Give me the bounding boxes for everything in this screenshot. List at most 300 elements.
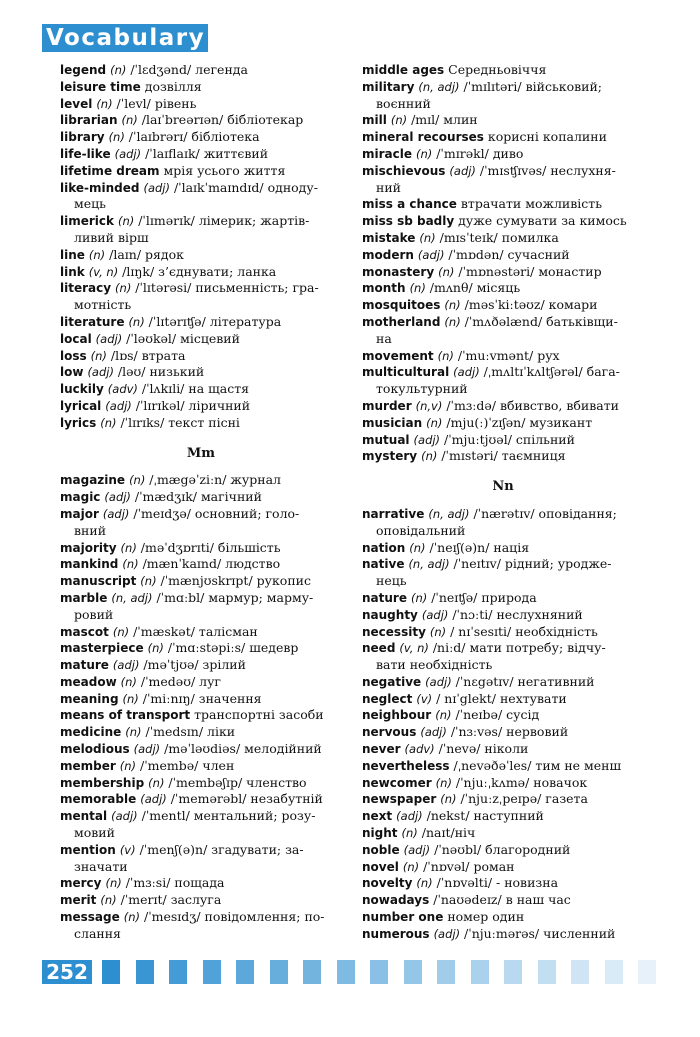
entry-definition: /ˈnɛgətɪv/ негативний [451, 673, 595, 689]
entry-word: multicultural [362, 365, 450, 380]
entry-definition: /ˈmɒdən/ сучасний [444, 246, 570, 262]
entry-continuation: значати [74, 858, 128, 874]
entry-part-of-speech: (n) [429, 624, 447, 639]
vocab-entry [362, 556, 644, 590]
entry-word: low [60, 365, 84, 380]
vocab-entry [60, 909, 342, 943]
entry-definition: /ˈnjuːˌkʌmə/ новачок [451, 774, 588, 790]
entry-continuation: мовий [74, 825, 115, 841]
vocab-entry [362, 825, 644, 842]
entry-definition: /ˈlaɪkˈmaɪndɪd/ одноду- [169, 179, 318, 195]
entry-word: motherland [362, 314, 441, 329]
entry-part-of-speech: (n) [410, 590, 428, 605]
vocab-entry [362, 674, 644, 691]
entry-word: legend [60, 63, 107, 77]
entry-part-of-speech: (n) [120, 674, 137, 689]
vocab-entry [60, 775, 342, 792]
entry-word: lyrics [60, 415, 97, 430]
vocab-entry [362, 79, 644, 113]
vocab-entry [60, 791, 342, 808]
vocab-entry [60, 875, 342, 892]
vocab-entry [362, 926, 644, 943]
entry-part-of-speech: (n) [401, 826, 418, 841]
entry-part-of-speech: (n) [435, 775, 452, 790]
entry-word: miss sb badly [362, 214, 455, 229]
entry-part-of-speech: (adv) [404, 742, 435, 757]
entry-part-of-speech: (n) [115, 281, 132, 296]
entry-part-of-speech: (adj) [114, 146, 142, 161]
vocab-entry [362, 196, 644, 213]
entry-continuation: мець [74, 196, 106, 212]
entry-word: military [362, 79, 415, 94]
page-footer [42, 960, 662, 984]
entry-definition: /ˈnɜːvəs/ нервовий [446, 724, 569, 740]
vocab-entry [362, 758, 644, 775]
entry-word: mistake [362, 230, 416, 245]
right-column [362, 62, 644, 943]
vocab-entry [60, 892, 342, 909]
vocab-entry [362, 163, 644, 197]
entry-part-of-speech: (adj) [133, 742, 161, 757]
vocab-entry [362, 624, 644, 641]
entry-part-of-speech: (n, adj) [111, 590, 153, 605]
entry-word: majority [60, 540, 117, 555]
vocab-entry [362, 775, 644, 792]
vocab-entry [362, 859, 644, 876]
vocab-entry [60, 398, 342, 415]
entry-definition: /ˈnjuːmərəs/ численний [460, 925, 616, 941]
entry-word: next [362, 809, 393, 824]
entry-definition: втрачати можливість [456, 196, 602, 212]
entry-word: nowadays [362, 893, 430, 908]
entry-part-of-speech: (n) [122, 557, 139, 572]
entry-definition: / nɪˈglekt/ нехтувати [432, 690, 567, 706]
entry-definition: /ˈmʌðəlænd/ батьківщи- [460, 313, 618, 329]
decorative-square [404, 960, 422, 984]
entry-part-of-speech: (n) [119, 758, 137, 773]
entry-part-of-speech: (n) [438, 264, 455, 279]
entry-word: local [60, 331, 92, 346]
entry-part-of-speech: (adj) [95, 331, 123, 346]
entry-word: nervous [362, 725, 417, 740]
vocab-entry [362, 506, 644, 540]
entry-definition: /ˌmægəˈziːn/ журнал [145, 472, 281, 488]
entry-word: newcomer [362, 775, 432, 790]
entry-definition: /ˈmɒnəstəri/ монастир [454, 263, 602, 279]
entry-word: masterpiece [60, 641, 144, 656]
entry-word: native [362, 557, 405, 572]
entry-word: memorable [60, 792, 137, 807]
vocab-entry [60, 415, 342, 432]
entry-word: leisure time [60, 79, 141, 94]
entry-part-of-speech: (adj) [420, 725, 447, 740]
entry-part-of-speech: (n) [435, 708, 452, 723]
entry-definition: /ˌnevəðəˈles/ тим не менш [449, 757, 622, 773]
entry-continuation: слання [74, 925, 121, 941]
entry-definition: /niːd/ мати потребу; відчу- [428, 640, 606, 656]
entry-word: melodious [60, 742, 130, 757]
vocab-entry [60, 146, 342, 163]
vocab-entry [362, 415, 644, 432]
entry-word: novel [362, 859, 399, 874]
entry-word: mill [362, 113, 387, 128]
entry-definition: /ˈmædʒɪk/ магічний [130, 489, 262, 505]
entry-word: night [362, 826, 398, 841]
entry-word: noble [362, 842, 400, 857]
entry-part-of-speech: (n) [120, 540, 137, 555]
entry-part-of-speech: (n) [88, 247, 106, 262]
entry-word: member [60, 758, 116, 773]
entry-word: mischievous [362, 163, 446, 178]
vocab-entry [60, 314, 342, 331]
vocab-entry [362, 297, 644, 314]
entry-continuation: ний [376, 179, 401, 195]
decorative-square [538, 960, 556, 984]
entry-word: miracle [362, 146, 412, 161]
vocab-entry [362, 707, 644, 724]
decorative-square [471, 960, 489, 984]
entry-definition: /ˈmenʃ(ə)n/ згадувати; за- [135, 841, 304, 857]
entry-part-of-speech: (n) [110, 63, 127, 77]
entry-word: neglect [362, 691, 413, 706]
vocab-entry [60, 264, 342, 281]
entry-definition: мрія усього життя [159, 162, 286, 178]
entry-part-of-speech: (n) [100, 893, 117, 908]
entry-definition: /məˈdʒɒrɪti/ більшість [136, 539, 281, 555]
entry-word: lyrical [60, 398, 102, 413]
vocab-entry [60, 758, 342, 775]
entry-definition: /ˈlɪmərɪk/ лімерик; жартів- [134, 213, 310, 229]
entry-group [60, 472, 342, 942]
vocab-entry [362, 808, 644, 825]
entry-word: like-minded [60, 180, 140, 195]
entry-part-of-speech: (n) [390, 113, 408, 128]
entry-definition: /ˈlɪrɪkəl/ ліричний [131, 397, 251, 413]
vocab-entry [362, 348, 644, 365]
entry-word: literacy [60, 281, 112, 296]
decorative-square [303, 960, 321, 984]
vocab-entry [60, 640, 342, 657]
entry-part-of-speech: (n) [112, 624, 130, 639]
entry-part-of-speech: (n) [117, 214, 135, 229]
entry-definition: /ˈmiːnɪŋ/ значення [138, 690, 262, 706]
entry-word: mascot [60, 624, 109, 639]
entry-word: membership [60, 775, 145, 790]
vocab-entry [60, 808, 342, 842]
entry-definition: /ˈlʌkɪli/ на щастя [137, 381, 250, 397]
entry-word: number one [362, 910, 444, 925]
entry-word: novelty [362, 876, 413, 891]
entry-part-of-speech: (adj) [421, 607, 449, 622]
entry-part-of-speech: (n) [409, 540, 426, 555]
vocab-entry [60, 364, 342, 381]
vocab-entry [362, 791, 644, 808]
entry-definition: транспортні засоби [190, 707, 324, 723]
vocab-entry [362, 741, 644, 758]
vocab-entry [60, 674, 342, 691]
entry-definition: /ˈmedəʊ/ луг [136, 673, 221, 689]
vocab-entry [362, 112, 644, 129]
entry-word: mystery [362, 449, 418, 464]
vocab-entry [60, 280, 342, 314]
vocab-entry [362, 230, 644, 247]
entry-part-of-speech: (n) [426, 415, 443, 430]
decorative-square [236, 960, 254, 984]
left-column [60, 62, 342, 943]
entry-definition: /ˈmentl/ ментальний; розу- [137, 808, 316, 824]
entry-word: mention [60, 842, 116, 857]
entry-definition: /ˈneɪʧə/ природа [427, 589, 537, 605]
vocab-entry [362, 280, 644, 297]
decorative-square [504, 960, 522, 984]
decorative-square [270, 960, 288, 984]
entry-continuation: оповідальний [376, 522, 466, 538]
entry-word: modern [362, 247, 414, 262]
entry-word: naughty [362, 607, 418, 622]
entry-definition: /ˈmɜːdə/ вбивство, вбивати [442, 397, 619, 413]
entry-continuation: вати необхідність [376, 657, 493, 673]
decorative-square [169, 960, 187, 984]
entry-word: negative [362, 674, 422, 689]
entry-word: month [362, 281, 406, 296]
entry-part-of-speech: (adj) [102, 506, 130, 521]
entry-word: librarian [60, 113, 118, 128]
entry-definition: /ˈnaʊədeɪz/ в наш час [429, 892, 571, 908]
entry-definition: /ˌmʌltɪˈkʌltʃərəl/ бага- [479, 364, 620, 380]
vocab-entry [362, 247, 644, 264]
entry-part-of-speech: (n) [421, 449, 438, 464]
vocab-entry [60, 79, 342, 96]
entry-continuation: на [376, 330, 392, 346]
decorative-square [638, 960, 656, 984]
entry-definition: /ˈmjuːtjʊəl/ спільний [440, 431, 575, 447]
vocab-entry [60, 624, 342, 641]
decorative-square [337, 960, 355, 984]
entry-part-of-speech: (v) [416, 691, 433, 706]
vocab-entry [362, 875, 644, 892]
entry-word: mature [60, 658, 109, 673]
vocab-entry [362, 364, 644, 398]
entry-definition: /ˈmedsɪn/ ліки [141, 724, 236, 740]
entry-definition: /ˈnɒvəl/ роман [419, 858, 515, 874]
entry-part-of-speech: (adj) [417, 247, 445, 262]
entry-definition: /ˈlaɪbrərɪ/ бібліотека [124, 129, 260, 145]
entry-definition: /ˈnjuːzˌpeɪpə/ газета [456, 791, 588, 807]
vocab-entry [60, 163, 342, 180]
entry-part-of-speech: (n, adj) [428, 506, 470, 521]
entry-part-of-speech: (n) [444, 314, 461, 329]
entry-group [362, 506, 644, 943]
entry-definition: /məˈtjʊə/ зрілий [139, 657, 246, 673]
entry-word: luckily [60, 382, 104, 397]
entry-definition: /ˈmɑːstəpiːs/ шедевр [163, 640, 299, 656]
entry-continuation: вний [74, 522, 107, 538]
entry-definition: /mju(ː)ˈzɪʃən/ музикант [442, 414, 593, 430]
vocab-entry [60, 741, 342, 758]
vocab-entry [362, 448, 644, 465]
entry-definition: корисні копалини [483, 129, 607, 145]
entry-definition: /ˈnɒvəlti/ - новизна [432, 875, 559, 891]
vocab-entry [362, 213, 644, 230]
entry-part-of-speech: (adj) [413, 432, 441, 447]
entry-word: mutual [362, 432, 410, 447]
entry-part-of-speech: (n) [108, 130, 125, 145]
entry-word: mankind [60, 557, 119, 572]
entry-part-of-speech: (adj) [143, 180, 170, 195]
vocab-entry [362, 314, 644, 348]
entry-part-of-speech: (n) [121, 113, 138, 128]
entry-part-of-speech: (adj) [87, 365, 114, 380]
entry-word: library [60, 130, 105, 145]
vocab-entry [362, 398, 644, 415]
entry-word: loss [60, 348, 87, 363]
vocab-entry [60, 556, 342, 573]
entry-word: medicine [60, 725, 122, 740]
entry-definition: /ˈmuːvmənt/ рух [453, 347, 560, 363]
entry-word: numerous [362, 926, 430, 941]
vocab-entry [60, 590, 342, 624]
vocab-entry [60, 540, 342, 557]
vocab-entry [60, 707, 342, 724]
entry-word: mental [60, 809, 108, 824]
vocab-entry [362, 842, 644, 859]
entry-part-of-speech: (n) [415, 146, 433, 161]
entry-word: lifetime dream [60, 163, 160, 178]
entry-continuation: токультурний [376, 381, 468, 397]
entry-definition: /məˈləʊdiəs/ мелодійний [160, 741, 322, 757]
vocab-entry [362, 724, 644, 741]
entry-word: newspaper [362, 792, 437, 807]
entry-definition: /ˈmemərəbl/ незабутній [166, 791, 323, 807]
entry-word: neighbour [362, 708, 432, 723]
entry-definition: /ˈmɪsʧɪvəs/ неслухня- [475, 162, 616, 178]
entry-part-of-speech: (n) [402, 859, 420, 874]
entry-word: nevertheless [362, 758, 450, 773]
vocab-entry [60, 348, 342, 365]
entry-part-of-speech: (v) [119, 842, 136, 857]
entry-part-of-speech: (n) [409, 281, 426, 296]
entry-continuation: воєнний [376, 95, 431, 111]
entry-definition: /ˈlevl/ рівень [112, 95, 197, 111]
vocab-entry [60, 129, 342, 146]
entry-part-of-speech: (adj) [105, 398, 132, 413]
vocab-entry [362, 264, 644, 281]
entry-part-of-speech: (n) [419, 230, 436, 245]
entry-definition: /ˈnærətɪv/ оповідання; [469, 505, 617, 521]
entry-word: mosquitoes [362, 298, 441, 313]
entry-part-of-speech: (n) [437, 348, 454, 363]
vocab-entry [60, 724, 342, 741]
vocab-entry [60, 112, 342, 129]
entry-word: nation [362, 540, 406, 555]
entry-word: necessity [362, 624, 426, 639]
entry-definition: /ˈneɪbə/ сусід [451, 707, 540, 723]
decorative-square [605, 960, 623, 984]
entry-part-of-speech: (n) [100, 415, 117, 430]
entry-definition: /ˈnəʊbl/ благородний [430, 841, 571, 857]
vocab-entry [362, 590, 644, 607]
entry-part-of-speech: (n) [123, 910, 141, 925]
entry-definition: /ˈmænjʊskrɪpt/ рукопис [156, 573, 311, 589]
entry-definition: /ˈmembə/ член [136, 757, 235, 773]
entry-part-of-speech: (n,v) [415, 398, 443, 413]
vocab-entry [362, 146, 644, 163]
entry-group [362, 62, 644, 465]
decorative-square [437, 960, 455, 984]
section-heading-n: Nn [492, 479, 514, 495]
entry-definition: /ˈmæskət/ талісман [129, 623, 258, 639]
entry-definition: /mɪl/ млин [407, 112, 478, 128]
vocab-entry [60, 842, 342, 876]
entry-part-of-speech: (v, n) [88, 264, 119, 279]
entry-part-of-speech: (adj) [453, 365, 480, 380]
entry-continuation: ровий [74, 606, 114, 622]
entry-definition: /nekst/ наступний [422, 808, 544, 824]
entry-word: link [60, 264, 85, 279]
entry-word: marble [60, 590, 108, 605]
entry-definition: /ˈnevə/ ніколи [434, 741, 529, 757]
entry-part-of-speech: (v, n) [399, 641, 429, 656]
entry-part-of-speech: (adj) [433, 926, 461, 941]
entry-word: merit [60, 893, 97, 908]
vocab-entry [362, 607, 644, 624]
vocab-entry [60, 489, 342, 506]
entry-definition: /ˈlaɪflaɪk/ життєвий [141, 145, 269, 161]
entry-part-of-speech: (adj) [104, 490, 131, 505]
entry-word: means of transport [60, 708, 191, 723]
entry-word: magazine [60, 473, 126, 488]
entry-definition: /lɒs/ втрата [106, 347, 186, 363]
entry-word: line [60, 247, 85, 262]
entry-definition: /ˈmembəʃɪp/ членство [164, 774, 307, 790]
decorative-square [203, 960, 221, 984]
vocab-entry [60, 62, 342, 79]
entry-word: limerick [60, 214, 114, 229]
entry-part-of-speech: (n) [416, 876, 433, 891]
vocab-entry [60, 96, 342, 113]
entry-definition: /ˈmɪlɪtəri/ військовий; [459, 78, 602, 94]
entry-part-of-speech: (adj) [403, 842, 431, 857]
vocab-entry [60, 472, 342, 489]
entry-part-of-speech: (n) [147, 641, 164, 656]
vocab-entry [362, 540, 644, 557]
entry-word: musician [362, 415, 423, 430]
entry-word: major [60, 506, 99, 521]
entry-word: nature [362, 590, 407, 605]
entry-part-of-speech: (n) [148, 775, 165, 790]
vocab-entry [60, 180, 342, 214]
decorative-square [571, 960, 589, 984]
entry-group [60, 62, 342, 432]
entry-definition: /naɪt/ніч [417, 825, 476, 841]
vocab-entry [60, 331, 342, 348]
entry-part-of-speech: (adj) [396, 809, 423, 824]
entry-part-of-speech: (n) [140, 574, 157, 589]
entry-definition: /laɪˈbreərɪən/ бібліотекар [137, 112, 304, 128]
page-header-title: Vocabulary [42, 24, 208, 52]
entry-part-of-speech: (n, adj) [408, 557, 450, 572]
entry-definition: /ˈmɪstəri/ таємниця [437, 448, 566, 464]
entry-part-of-speech: (n) [128, 314, 145, 329]
entry-part-of-speech: (adj) [111, 809, 138, 824]
entry-definition: /lɪŋk/ з’єднувати; ланка [118, 263, 277, 279]
entry-part-of-speech: (n) [96, 96, 113, 111]
entry-definition: /ˈneɪtɪv/ рідний; уродже- [449, 556, 612, 572]
entry-word: movement [362, 348, 434, 363]
vocab-entry [60, 657, 342, 674]
entry-word: never [362, 742, 401, 757]
entry-word: middle ages [362, 63, 445, 77]
